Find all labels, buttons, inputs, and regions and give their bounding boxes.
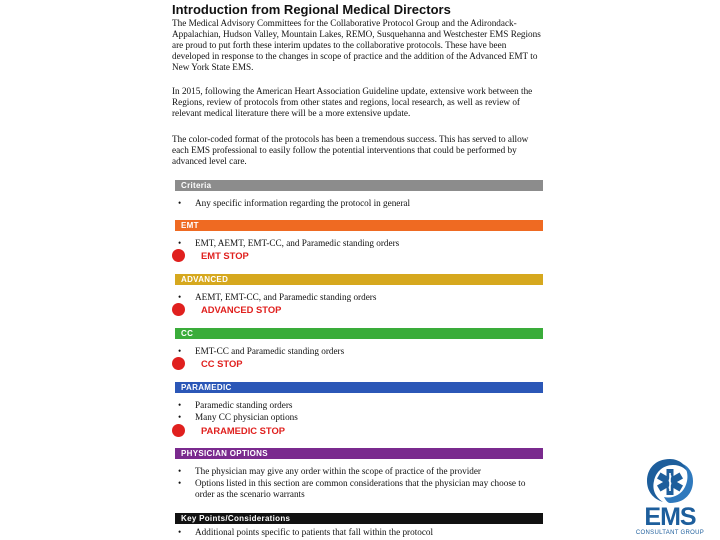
logo-wordmark: EMS	[644, 503, 696, 531]
list-item: • Many CC physician options	[178, 412, 298, 422]
section-header-cc: CC	[175, 328, 543, 339]
ems-consultant-group-logo	[625, 455, 715, 540]
list-item: • EMT-CC and Paramedic standing orders	[178, 346, 345, 356]
section-header-emt: EMT	[175, 220, 543, 231]
intro-paragraph-3: The color-coded format of the protocols has been a tremendous success. This has served to allow each EMS professional to easily follow the potential interventions that could be performed by advanced level care.	[172, 134, 529, 166]
stop-marker-paramedic: PARAMEDIC STOP	[172, 425, 285, 437]
stop-circle-icon	[172, 303, 185, 316]
stop-marker-emt: EMT STOP	[172, 250, 249, 262]
section-header-advanced: ADVANCED	[175, 274, 543, 285]
stop-circle-icon	[172, 424, 185, 437]
list-item: • The physician may give any order within the scope of practice of the provider	[178, 466, 481, 476]
section-header-criteria: Criteria	[175, 180, 543, 191]
stop-marker-cc: CC STOP	[172, 358, 243, 370]
list-item: • Additional points specific to patients that fall within the protocol	[178, 527, 434, 537]
intro-paragraph-2: In 2015, following the American Heart Association Guideline update, extensive work between the Regions, review of protocols from other states and regions, local research, as well as review of relevant medical literature there will be a more extensive update.	[172, 86, 533, 118]
section-header-key-points: Key Points/Considerations	[175, 513, 543, 524]
star-of-life-icon	[625, 455, 715, 507]
section-header-paramedic: PARAMEDIC	[175, 382, 543, 393]
logo-subtitle: CONSULTANT GROUP	[635, 530, 705, 536]
section-header-physician-options: PHYSICIAN OPTIONS	[175, 448, 543, 459]
list-item: • Any specific information regarding the protocol in general	[178, 198, 411, 208]
list-item: • EMT, AEMT, EMT-CC, and Paramedic standing orders	[178, 238, 400, 248]
stop-circle-icon	[172, 249, 185, 262]
list-item: • Paramedic standing orders	[178, 400, 293, 410]
intro-paragraph-1: The Medical Advisory Committees for the Collaborative Protocol Group and the Adirondack-Appalachian, Hudson Valley, Mountain Lakes, REMO, Susquehanna and Westchester EMS Regions are proud to put forth these interim updates to the collaborative protocols. These have been developed in response to the changes in scope of practice and the addition of the Advanced EMT to New York State EMS.	[172, 18, 541, 72]
list-item: • AEMT, EMT-CC, and Paramedic standing orders	[178, 292, 377, 302]
page-title: Introduction from Regional Medical Directors	[172, 2, 451, 17]
stop-circle-icon	[172, 357, 185, 370]
stop-marker-advanced: ADVANCED STOP	[172, 304, 281, 316]
list-item: • Options listed in this section are common considerations that the physician may choose to order as the scenario warrants	[178, 478, 526, 499]
